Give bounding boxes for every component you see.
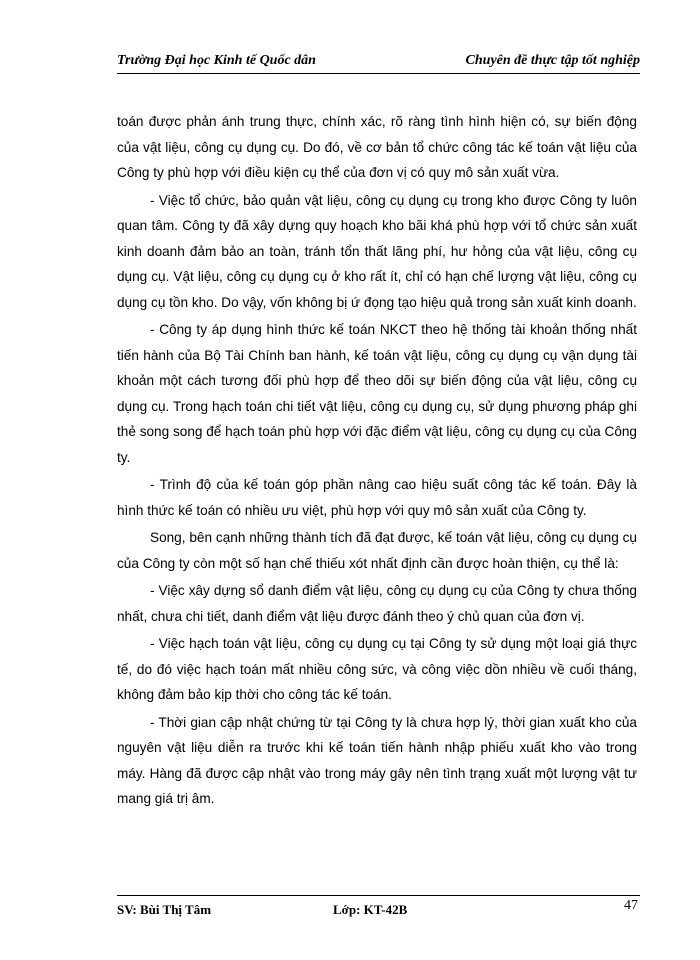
header-report-title: Chuyên đề thực tập tốt nghiệp (465, 53, 640, 68)
paragraph-1: toán được phản ánh trung thực, chính xác, rõ ràng tình hình hiện có, sự biến động của vật liệu, công cụ dụng cụ. Do đó, về cơ bản tổ chức công tác kế toán vật liệu của Công ty phù hợp với điều kiện cụ thể của đơn vị có quy mô sản xuất vừa. (117, 114, 637, 180)
paragraph-7: - Việc hạch toán vật liệu, công cụ dụng cụ tại Công ty sử dụng một loại giá thực tế, do đó việc hạch toán mất nhiều công sức, và công việc dồn nhiều về cuối tháng, không đảm bảo kịp thời cho công tác kế toán. (117, 636, 637, 702)
page-header (117, 51, 640, 74)
header-university: Trường Đại học Kinh tế Quốc dân (117, 53, 316, 68)
footer-class: Lớp: KT-42B (333, 902, 408, 917)
paragraph-8: - Thời gian cập nhật chứng từ tại Công ty là chưa hợp lý, thời gian xuất kho của nguyên vật liệu diễn ra trước khi kế toán tiến hành nhập phiếu xuất kho vào trong máy. Hàng đã được cập nhật vào trong máy gây nên tình trạng xuất một lượng vật tư mang giá trị âm. (117, 714, 637, 806)
paragraph-2: - Việc tổ chức, bảo quản vật liệu, công cụ dụng cụ trong kho được Công ty luôn quan tâm. Công ty đã xây dựng quy hoạch kho bãi khá phù hợp với tổ chức sản xuất kinh doanh đảm bảo an toàn, tránh tổn thất lãng phí, hư hỏng của vật liệu, công cụ dụng cụ. Vật liệu, công cụ dụng cụ ở kho rất ít, chỉ có hạn chế lượng vật liệu, công cụ dụng cụ tồn kho. Do vậy, vốn không bị ứ đọng tạo hiệu quả trong sản xuất kinh doanh. (117, 192, 637, 310)
footer-student-name: SV: Bùi Thị Tâm (117, 902, 212, 917)
paragraph-5: Song, bên cạnh những thành tích đã đạt được, kế toán vật liệu, công cụ dụng cụ của Công ty còn một số hạn chế thiếu xót nhất định cần được hoàn thiện, cụ thể là: (117, 530, 637, 571)
paragraph-3: - Công ty áp dụng hình thức kế toán NKCT theo hệ thống tài khoản thống nhất tiến hành của Bộ Tài Chính ban hành, kế toán vật liệu, công cụ dụng cụ vận dụng tài khoản một cách tương đối phù hợp để theo dõi sự biến động của vật liệu, công cụ dụng cụ. Trong hạch toán chi tiết vật liệu, công cụ dụng cụ, sử dụng phương pháp ghi thẻ song song để hạch toán phù hợp với đặc điểm vật liệu, công cụ dụng cụ của Công ty. (117, 322, 637, 465)
page-number: 47 (624, 898, 638, 913)
page-footer (117, 895, 640, 918)
body-text (117, 109, 637, 812)
paragraph-4: - Trình độ của kế toán góp phần nâng cao hiệu suất công tác kế toán. Đây là hình thức kế toán có nhiều ưu việt, phù hợp với quy mô sản xuất của Công ty. (117, 477, 637, 518)
paragraph-6: - Việc xây dựng sổ danh điểm vật liệu, công cụ dụng cụ của Công ty chưa thống nhất, chưa chi tiết, danh điểm vật liệu được đánh theo ý chủ quan của đơn vị. (117, 583, 637, 624)
